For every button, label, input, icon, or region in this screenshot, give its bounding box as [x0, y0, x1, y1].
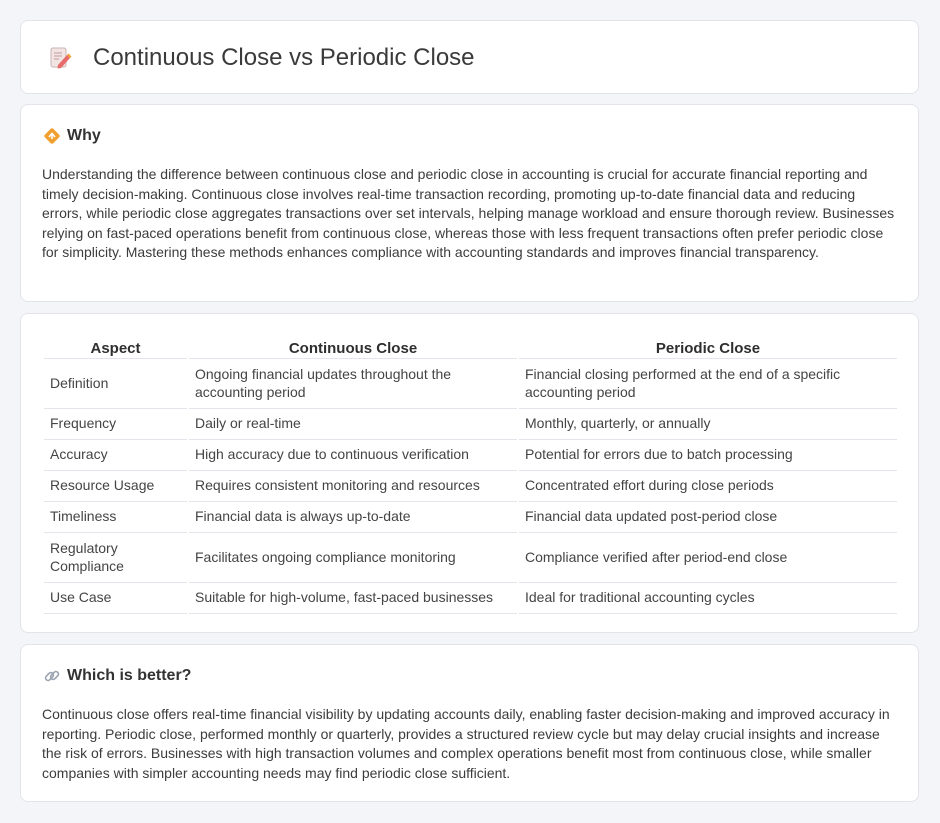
continuous-cell: Daily or real-time	[189, 409, 517, 440]
why-heading-row	[43, 127, 101, 145]
periodic-cell: Financial data updated post-period close	[519, 502, 897, 533]
periodic-cell: Financial closing performed at the end of a specific accounting period	[519, 359, 897, 409]
table-row	[44, 409, 897, 440]
aspect-cell: Accuracy	[44, 440, 187, 471]
periodic-cell: Monthly, quarterly, or annually	[519, 409, 897, 440]
better-section	[20, 644, 919, 802]
table-row	[44, 502, 897, 533]
comparison-card	[20, 313, 919, 633]
aspect-cell: Definition	[44, 359, 187, 409]
why-heading: Why	[67, 127, 101, 144]
periodic-cell: Ideal for traditional accounting cycles	[519, 583, 897, 614]
why-paragraph: Understanding the difference between continuous close and periodic close in accounting is crucial for accurate financial reporting and timely decision-making. Continuous close involves real-time transaction recording, promoting up-to-date financial data and reducing errors, while periodic close aggregates transactions over set intervals, helping manage workload and ensure thorough review. Businesses relying on fast-paced operations benefit from continuous close, whereas those with less frequent transactions often prefer periodic close for simplicity. Mastering these methods enhances compliance with accounting standards and improves financial transparency.	[42, 166, 895, 261]
continuous-cell: Suitable for high-volume, fast-paced businesses	[189, 583, 517, 614]
table-row	[44, 359, 897, 409]
title-row	[47, 43, 475, 73]
continuous-cell: Facilitates ongoing compliance monitoring	[189, 533, 517, 583]
periodic-cell: Potential for errors due to batch processing	[519, 440, 897, 471]
aspect-cell: Resource Usage	[44, 471, 187, 502]
table-row	[44, 583, 897, 614]
better-heading: Which is better?	[67, 667, 192, 684]
title-card	[20, 20, 919, 94]
continuous-cell: Requires consistent monitoring and resources	[189, 471, 517, 502]
continuous-cell: Financial data is always up-to-date	[189, 502, 517, 533]
continuous-cell: High accuracy due to continuous verification	[189, 440, 517, 471]
header-periodic-close: Periodic Close	[519, 335, 897, 359]
header-continuous-close: Continuous Close	[189, 335, 517, 359]
table-row	[44, 533, 897, 583]
table-header-row	[44, 335, 897, 359]
page-title: Continuous Close vs Periodic Close	[93, 44, 475, 71]
why-section	[20, 104, 919, 302]
comparison-table	[42, 335, 899, 614]
aspect-cell: Timeliness	[44, 502, 187, 533]
header-aspect: Aspect	[44, 335, 187, 359]
better-paragraph: Continuous close offers real-time financial visibility by updating accounts daily, enabling faster decision-making and improved accuracy in reporting. Periodic close, performed monthly or quarterly, provides a structured review cycle but may delay crucial insights and increase the risk of errors. Businesses with high transaction volumes and complex operations benefit most from continuous close, while smaller companies with simpler accounting needs may find periodic close sufficient.	[42, 706, 890, 781]
aspect-cell: Use Case	[44, 583, 187, 614]
periodic-cell: Compliance verified after period-end close	[519, 533, 897, 583]
table-row	[44, 471, 897, 502]
document-pencil-icon	[47, 45, 73, 71]
table-row	[44, 440, 897, 471]
aspect-cell: Frequency	[44, 409, 187, 440]
better-heading-row	[43, 667, 191, 685]
link-icon	[43, 667, 61, 685]
periodic-cell: Concentrated effort during close periods	[519, 471, 897, 502]
diamond-arrows-icon	[43, 127, 61, 145]
continuous-cell: Ongoing financial updates throughout the accounting period	[189, 359, 517, 409]
aspect-cell: Regulatory Compliance	[44, 533, 187, 583]
